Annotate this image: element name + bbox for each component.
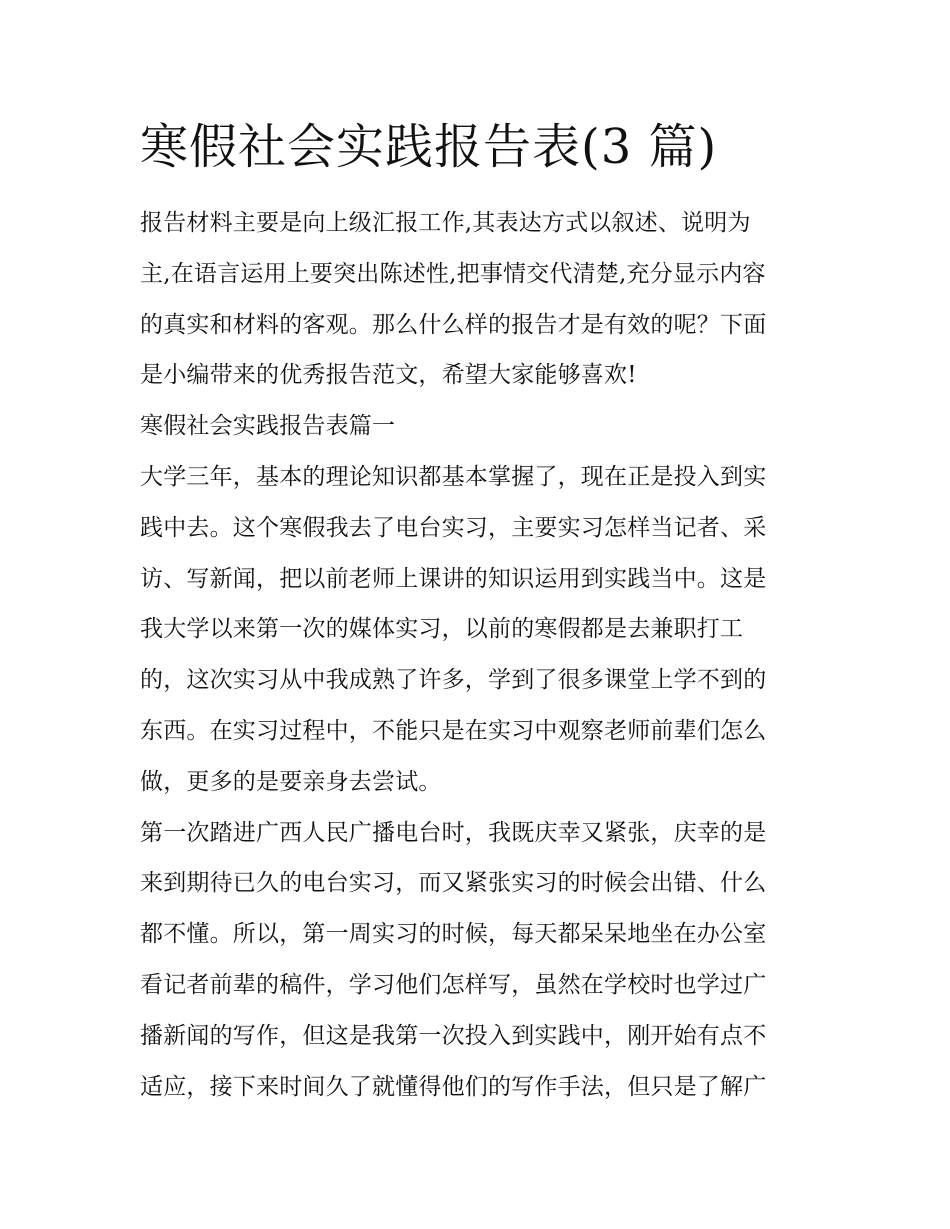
text-line: 做，更多的是要亲身去尝试。 <box>140 768 442 795</box>
section-heading: 寒假社会实践报告表篇一 <box>140 413 396 440</box>
text-line: 践中去。这个寒假我去了电台实习，主要实习怎样当记者、采 <box>140 514 767 541</box>
text-line: 是小编带来的优秀报告范文，希望大家能够喜欢! <box>140 362 637 389</box>
text-line: 的真实和材料的客观。那么什么样的报告才是有效的呢？下面 <box>140 311 767 338</box>
text-line: 我大学以来第一次的媒体实习，以前的寒假都是去兼职打工 <box>140 616 744 643</box>
text-line: 来到期待已久的电台实习，而又紧张实习的时候会出错、什么 <box>140 870 767 897</box>
text-line: 看记者前辈的稿件，学习他们怎样写，虽然在学校时也学过广 <box>140 971 767 998</box>
document-title: 寒假社会实践报告表(3 篇) <box>140 119 718 175</box>
text-line: 报告材料主要是向上级汇报工作,其表达方式以叙述、说明为 <box>140 210 751 236</box>
text-line: 大学三年，基本的理论知识都基本掌握了，现在正是投入到实 <box>140 463 767 490</box>
text-line: 播新闻的写作，但这是我第一次投入到实践中，刚开始有点不 <box>140 1022 767 1049</box>
document-body <box>140 198 820 1112</box>
text-line: 东西。在实习过程中，不能只是在实习中观察老师前辈们怎么 <box>140 717 767 744</box>
text-line: 适应，接下来时间久了就懂得他们的写作手法，但只是了解广 <box>140 1073 767 1100</box>
text-line: 的，这次实习从中我成熟了许多，学到了很多课堂上学不到的 <box>140 667 767 694</box>
text-line: 都不懂。所以，第一周实习的时候，每天都呆呆地坐在办公室 <box>140 921 767 948</box>
text-line: 第一次踏进广西人民广播电台时，我既庆幸又紧张，庆幸的是 <box>140 819 767 846</box>
text-line: 主,在语言运用上要突出陈述性,把事情交代清楚,充分显示内容 <box>140 260 766 287</box>
text-line: 访、写新闻，把以前老师上课讲的知识运用到实践当中。这是 <box>140 565 767 592</box>
